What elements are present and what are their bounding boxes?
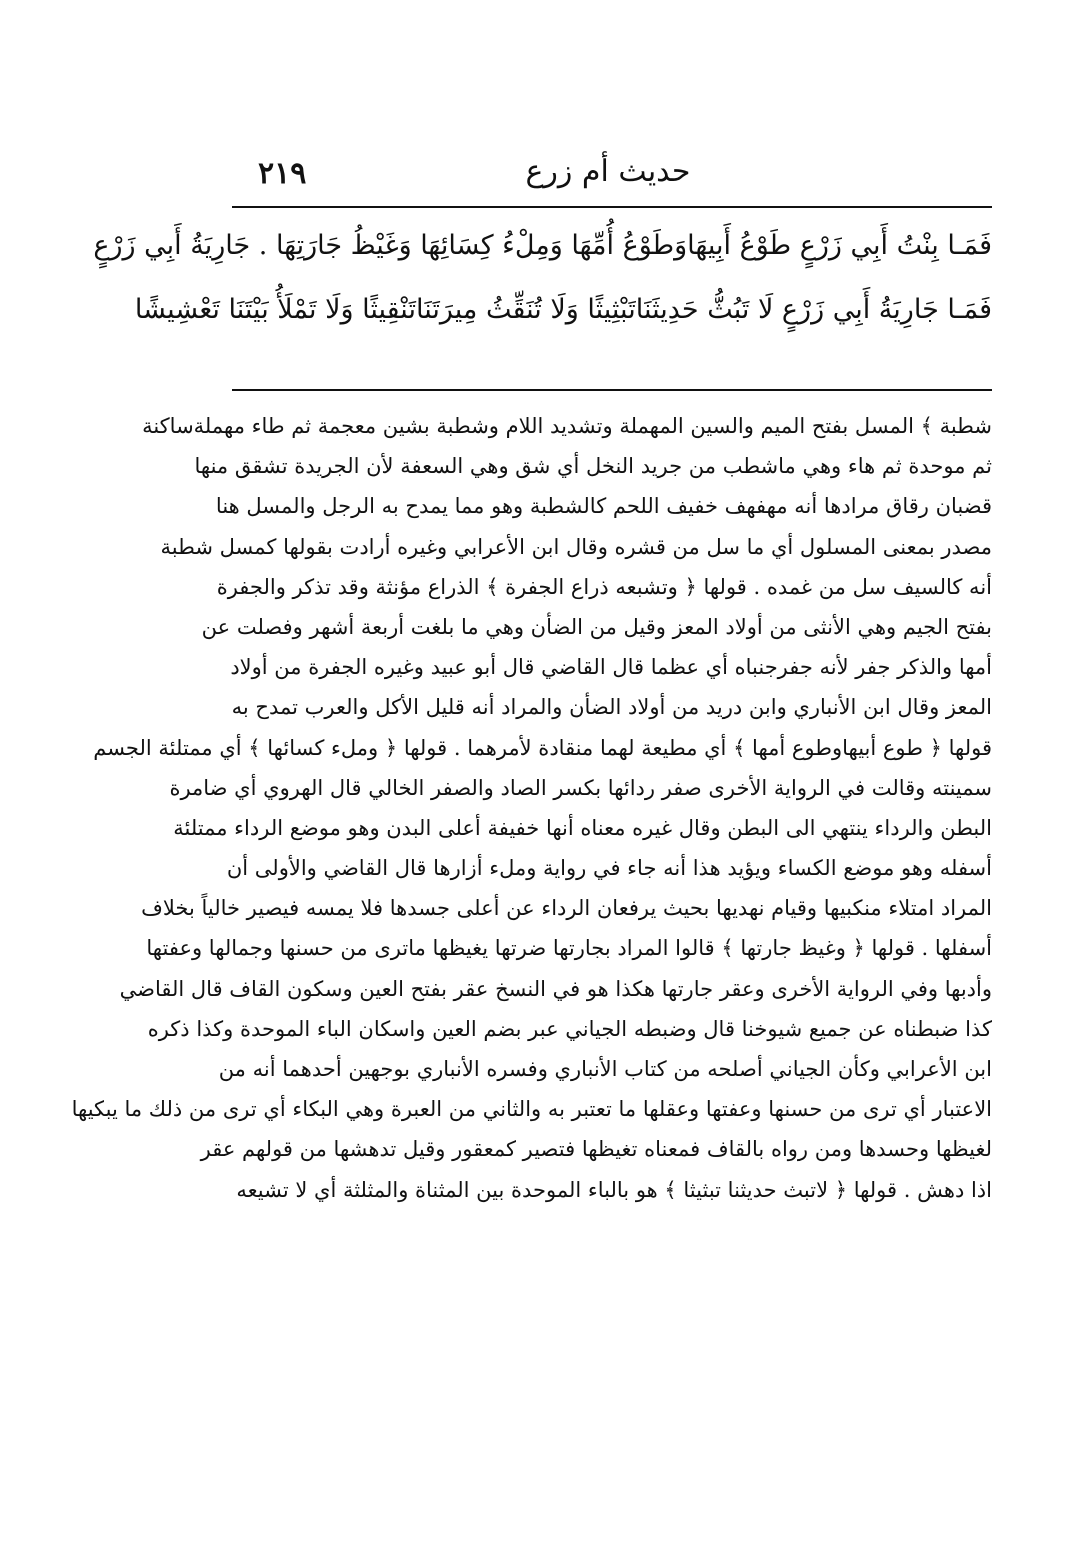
commentary-line: قضبان رقاق مرادها أنه مهفهف خفيف اللحم كالشطبة وهو مما يمدح به الرجل والمسل هنا	[215, 494, 992, 519]
commentary-line: بفتح الجيم وهي الأنثى من أولاد المعز وقيل من الضأن وهي ما بلغت أربعة أشهر وفصلت عن	[201, 614, 992, 639]
commentary-line: أسفلها . قولها ﴿ وغيظ جارتها ﴾ قالوا المراد بجارتها ضرتها يغيظها ماترى من حسنها وجمالها وعفتها	[146, 936, 992, 961]
commentary-line: المراد امتلاء منكبيها وقيام نهديها بحيث يرفعان الرداء عن أعلى جسدها فلا يمسه فيصير خالياً بخلاف	[141, 896, 992, 921]
commentary-line: لغيظها وحسدها ومن رواه بالقاف فمعناه تغيظها فتصير كمعقور وقيل تدهشها من قولهم عقر	[200, 1137, 992, 1162]
commentary-line: وأدبها وفي الرواية الأخرى وعقر جارتها هكذا هو في النسخ عقر بفتح العين وسكون القاف قال القاضي	[119, 976, 992, 1001]
commentary-line: شطبة ﴾ المسل بفتح الميم والسين المهملة وتشديد اللام وشطبة بشين معجمة ثم طاء مهملةساكنة	[142, 414, 992, 438]
commentary-line: البطن والرداء ينتهي الى البطن وقال غيره معناه أنها خفيفة أعلى البدن وهو موضع الرداء ممتلئة	[173, 815, 992, 840]
running-title: حديث أم زرع	[525, 154, 691, 189]
commentary-line: أسفله وهو موضع الكساء ويؤيد هذا أنه جاء في رواية وملء أزارها قال القاضي والأولى أن	[226, 856, 992, 881]
commentary-line: اذا دهش . قولها ﴿ لاتبث حديثنا تبثيثا ﴾ هو بالباء الموحدة بين المثناة والمثلثة أي لا تشيعه	[236, 1177, 992, 1202]
commentary-text	[71, 406, 992, 1210]
hadith-text	[93, 214, 992, 342]
commentary-line: مصدر بمعنى المسلول أي ما سل من قشره وقال ابن الأعرابي وغيره أرادت بقولها كمسل شطبة	[160, 534, 992, 559]
commentary-line: المعز وقال ابن الأنباري وابن دريد من أولاد الضأن والمراد أنه قليل الأكل والعرب تمدح به	[231, 695, 992, 720]
commentary-line: سمينته وقالت في الرواية الأخرى صفر ردائها بكسر الصاد والصفر الخالي قال الهروي أي ضامرة	[169, 775, 992, 800]
header-rule	[232, 206, 992, 208]
separator-rule	[232, 389, 992, 391]
commentary-line: ثم موحدة ثم هاء وهي ماشطب من جريد النخل أي شق وهي السعفة لأن الجريدة تشقق منها	[194, 454, 992, 479]
page-header	[228, 150, 988, 202]
commentary-line: قولها ﴿ طوع أبيهاوطوع أمها ﴾ أي مطيعة لهما منقادة لأمرهما . قولها ﴿ وملء كسائها ﴾ أي ممتلئة الجسم	[93, 735, 992, 760]
page-number: ٢١٩	[258, 156, 307, 191]
commentary-line: أنه كالسيف سل من غمده . قولها ﴿ وتشبعه ذراع الجفرة ﴾ الذراع مؤنثة وقد تذكر والجفرة	[216, 574, 992, 599]
commentary-line: أمها والذكر جفر لأنه جفرجنباه أي عظما قال القاضي قال أبو عبيد وغيره الجفرة من أولاد	[230, 655, 992, 680]
commentary-line: ابن الأعرابي وكأن الجياني أصلحه من كتاب الأنباري وفسره الأنباري بوجهين أحدهما أنه من	[218, 1057, 992, 1081]
hadith-line: فَمَـا جَارِيَةُ أَبِي زَرْعٍ لَا تَبُثُّ حَدِيثَنَاتَبْثِيثًا وَلَا تُنَقِّثُ مِيرَتَنَاتَنْقِيثًا وَلَا تَمْلَأُ بَيْتَنَا تَعْشِيشًا	[134, 294, 992, 325]
commentary-line: الاعتبار أي ترى من حسنها وعفتها وعقلها ما تعتبر به والثاني من العبرة وهي البكاء أي ترى من ذلك ما يبكيها	[71, 1097, 992, 1122]
hadith-line: فَمَـا بِنْتُ أَبِي زَرْعٍ طَوْعُ أَبِيهَاوَطَوْعُ أُمِّهَا وَمِلْءُ كِسَائِهَا وَغَيْظُ جَارَتِهَا . جَارِيَةُ أَبِي زَرْعٍ	[93, 230, 992, 261]
commentary-line: كذا ضبطناه عن جميع شيوخنا قال وضبطه الجياني عبر بضم العين واسكان الباء الموحدة وكذا ذكره	[147, 1016, 992, 1041]
